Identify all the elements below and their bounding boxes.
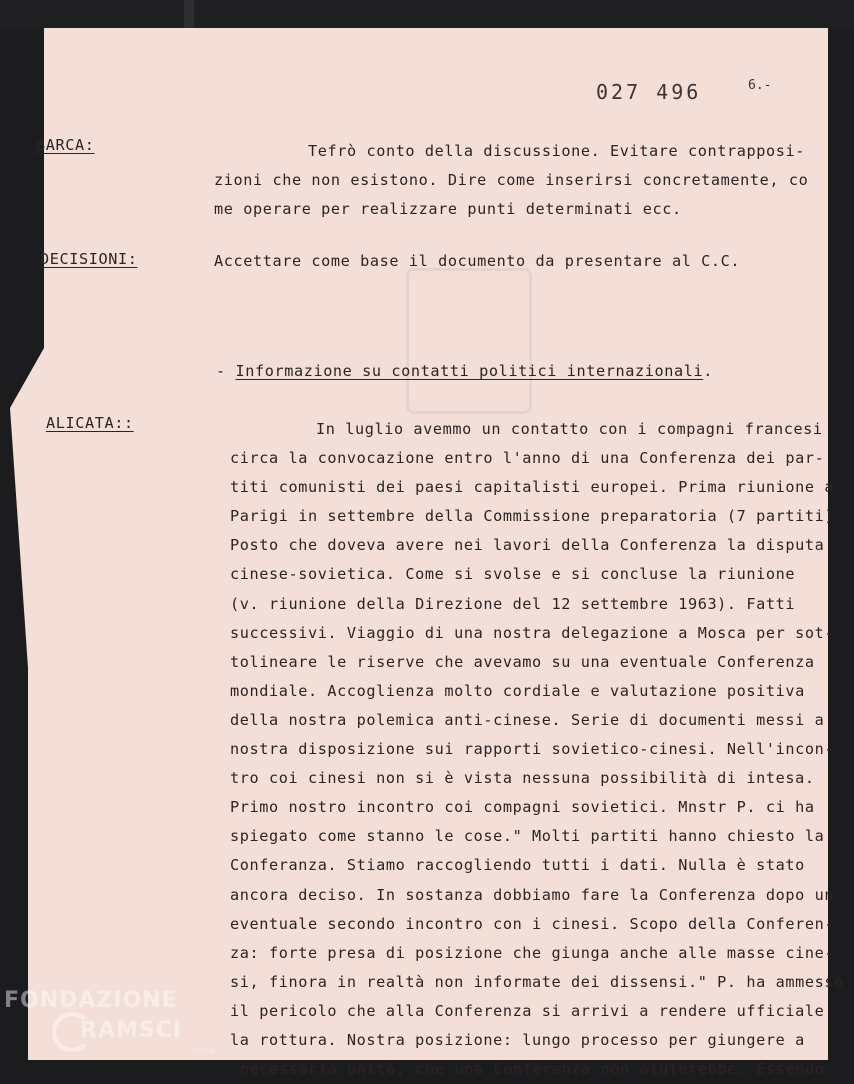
text-line: spiegato come stanno le cose." Molti partiti hanno chiesto la bbox=[230, 827, 825, 846]
text-line: me operare per realizzare punti determinati ecc. bbox=[214, 200, 682, 218]
document-number: 027 496 bbox=[596, 80, 702, 104]
section-period: . bbox=[703, 362, 713, 380]
text-line: za: forte presa di posizione che giunga anche alle masse cine- bbox=[230, 943, 835, 962]
scan-fold-mark bbox=[184, 0, 194, 28]
text-line: necessaria unità, che una Conferenza non aiuterebbe. Essendo bbox=[240, 1060, 825, 1079]
text-line: circa la convocazione entro l'anno di una Conferenza dei par- bbox=[230, 449, 825, 468]
text-line: titi comunisti dei paesi capitalisti europei. Prima riunione a bbox=[230, 478, 835, 497]
speaker-label-decisione: DECISIONI: bbox=[40, 250, 138, 268]
scan-border bbox=[0, 0, 854, 28]
watermark-line1: FONDAZIONE bbox=[4, 988, 178, 1013]
text-line: Conferanza. Stiamo raccogliendo tutti i dati. Nulla è stato bbox=[230, 856, 805, 875]
text-line: ancora deciso. In sostanza dobbiamo fare la Conferenza dopo un bbox=[230, 885, 835, 904]
text-line: (v. riunione della Direzione del 12 settembre 1963). Fatti bbox=[230, 594, 796, 613]
page-number: 6.- bbox=[748, 78, 772, 93]
section-title: Informazione su contatti politici internazionali bbox=[235, 362, 704, 380]
text-line: mondiale. Accoglienza molto cordiale e valutazione positiva bbox=[230, 681, 805, 700]
text-line: Posto che doveva avere nei lavori della Conferenza la disputa bbox=[230, 536, 825, 555]
text-line: successivi. Viaggio di una nostra delegazione a Mosca per sot- bbox=[230, 623, 835, 642]
text-line: nostra disposizione sui rapporti sovietico-cinesi. Nell'incon- bbox=[230, 740, 835, 759]
text-line: Parigi in settembre della Commissione preparatoria (7 partiti). bbox=[230, 507, 844, 526]
speaker-label-barca: BARCA: bbox=[36, 136, 95, 154]
decision-text: Accettare come base il documento da presentare al C.C. bbox=[214, 252, 741, 270]
text-line: Tefrò conto della discussione. Evitare contrapposi- bbox=[308, 142, 805, 160]
text-line: la rottura. Nostra posizione: lungo processo per giungere a bbox=[230, 1030, 805, 1049]
section-heading bbox=[216, 362, 713, 380]
section-dash: - bbox=[216, 362, 226, 380]
text-line: In luglio avemmo un contatto con i compagni francesi bbox=[316, 420, 823, 438]
alicata-paragraph bbox=[230, 415, 844, 1084]
faint-stamp-mark bbox=[406, 268, 532, 414]
speaker-label-alicata: ALICATA:: bbox=[46, 414, 134, 432]
watermark-line2: RAMSCI bbox=[80, 1018, 183, 1043]
text-line: il pericolo che alla Conferenza si arrivi a rendere ufficiale bbox=[230, 1001, 825, 1020]
text-line: tro coi cinesi non si è vista nessuna possibilità di intesa. bbox=[230, 769, 815, 788]
barca-paragraph bbox=[214, 137, 809, 224]
text-line: zioni che non esistono. Dire come inserirsi concretamente, co bbox=[214, 171, 809, 189]
text-line: Primo nostro incontro coi compagni sovietici. Mnstr P. ci ha bbox=[230, 798, 815, 817]
fondazione-gramsci-watermark bbox=[4, 988, 214, 1058]
text-line: della nostra polemica anti-cinese. Serie di documenti messi a bbox=[230, 710, 825, 729]
text-line: si, finora in realtà non informate dei dissensi." P. ha ammesso bbox=[230, 972, 844, 991]
text-line: tolineare le riserve che avevamo su una eventuale Conferenza bbox=[230, 652, 815, 671]
watermark-suffix: onlus bbox=[194, 1046, 216, 1055]
text-line: eventuale secondo incontro con i cinesi. Scopo della Conferen- bbox=[230, 914, 835, 933]
text-line: cinese-sovietica. Come si svolse e si concluse la riunione bbox=[230, 565, 796, 584]
